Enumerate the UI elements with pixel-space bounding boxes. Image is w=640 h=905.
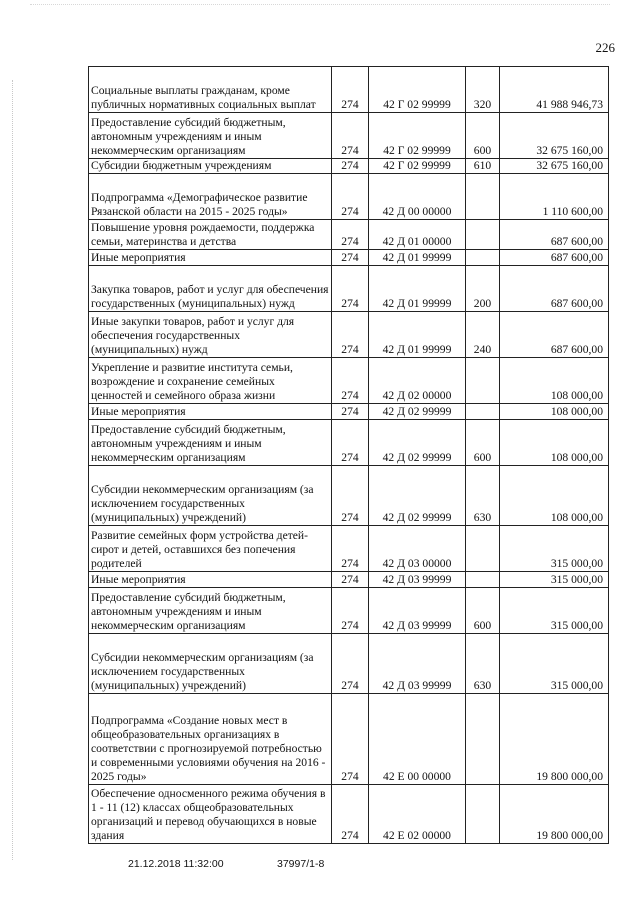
table-cell-grbs: 274 bbox=[332, 67, 369, 113]
table-cell-expense-type: 600 bbox=[466, 113, 500, 159]
table-cell-grbs: 274 bbox=[332, 588, 369, 634]
scan-artifact-top bbox=[30, 4, 610, 5]
budget-table bbox=[88, 66, 609, 844]
table-cell-amount: 315 000,00 bbox=[500, 634, 609, 694]
table-cell-amount: 1 110 600,00 bbox=[500, 174, 609, 220]
scan-artifact-margin bbox=[12, 80, 13, 860]
table-cell-target-article: 42 Д 03 00000 bbox=[369, 526, 466, 572]
table-cell-name: Иные мероприятия bbox=[89, 250, 332, 266]
table-cell-amount: 687 600,00 bbox=[500, 250, 609, 266]
table-cell-grbs: 274 bbox=[332, 634, 369, 694]
table-cell-name: Иные мероприятия bbox=[89, 404, 332, 420]
budget-table-body bbox=[89, 67, 609, 844]
table-cell-grbs: 274 bbox=[332, 159, 369, 174]
table-cell-expense-type: 320 bbox=[466, 67, 500, 113]
table-cell-amount: 687 600,00 bbox=[500, 220, 609, 250]
table-cell-amount: 108 000,00 bbox=[500, 466, 609, 526]
table-cell-name: Предоставление субсидий бюджетным, автономным учреждениям и иным некоммерческим организациям bbox=[89, 588, 332, 634]
table-cell-grbs: 274 bbox=[332, 572, 369, 588]
table-cell-name: Субсидии некоммерческим организациям (за исключением государственных (муниципальных) учреждений) bbox=[89, 466, 332, 526]
table-cell-amount: 108 000,00 bbox=[500, 420, 609, 466]
table-cell-amount: 315 000,00 bbox=[500, 572, 609, 588]
table-cell-target-article: 42 Г 02 99999 bbox=[369, 159, 466, 174]
page-number: 226 bbox=[595, 40, 615, 55]
table-cell-name: Предоставление субсидий бюджетным, автономным учреждениям и иным некоммерческим организациям bbox=[89, 113, 332, 159]
table-row bbox=[89, 220, 609, 250]
table-row bbox=[89, 358, 609, 404]
table-row bbox=[89, 67, 609, 113]
table-row bbox=[89, 466, 609, 526]
table-cell-name: Субсидии некоммерческим организациям (за исключением государственных (муниципальных) учреждений) bbox=[89, 634, 332, 694]
table-cell-grbs: 274 bbox=[332, 312, 369, 358]
table-cell-grbs: 274 bbox=[332, 466, 369, 526]
table-cell-expense-type: 200 bbox=[466, 266, 500, 312]
table-cell-target-article: 42 Е 02 00000 bbox=[369, 785, 466, 844]
table-cell-target-article: 42 Г 02 99999 bbox=[369, 113, 466, 159]
table-cell-expense-type bbox=[466, 220, 500, 250]
table-cell-grbs: 274 bbox=[332, 420, 369, 466]
table-cell-grbs: 274 bbox=[332, 220, 369, 250]
table-cell-expense-type bbox=[466, 174, 500, 220]
table-row bbox=[89, 266, 609, 312]
table-row bbox=[89, 634, 609, 694]
table-cell-grbs: 274 bbox=[332, 785, 369, 844]
table-cell-amount: 315 000,00 bbox=[500, 526, 609, 572]
table-cell-amount: 19 800 000,00 bbox=[500, 694, 609, 785]
table-cell-target-article: 42 Д 02 00000 bbox=[369, 358, 466, 404]
table-cell-target-article: 42 Д 03 99999 bbox=[369, 588, 466, 634]
table-cell-name: Подпрограмма «Создание новых мест в общеобразовательных организациях в соответствии с прогнозируемой потребностью и современными условиями обучения на 2016 - 2025 годы» bbox=[89, 694, 332, 785]
table-row bbox=[89, 159, 609, 174]
table-row bbox=[89, 250, 609, 266]
table-cell-expense-type bbox=[466, 572, 500, 588]
table-row bbox=[89, 785, 609, 844]
table-cell-expense-type: 630 bbox=[466, 634, 500, 694]
table-row bbox=[89, 113, 609, 159]
table-cell-amount: 315 000,00 bbox=[500, 588, 609, 634]
table-cell-name: Социальные выплаты гражданам, кроме публичных нормативных социальных выплат bbox=[89, 67, 332, 113]
table-cell-target-article: 42 Д 03 99999 bbox=[369, 572, 466, 588]
table-cell-amount: 108 000,00 bbox=[500, 404, 609, 420]
table-row bbox=[89, 588, 609, 634]
table-cell-name: Закупка товаров, работ и услуг для обеспечения государственных (муниципальных) нужд bbox=[89, 266, 332, 312]
table-cell-target-article: 42 Д 02 99999 bbox=[369, 404, 466, 420]
table-cell-amount: 108 000,00 bbox=[500, 358, 609, 404]
table-row bbox=[89, 420, 609, 466]
table-cell-grbs: 274 bbox=[332, 526, 369, 572]
footer-doc-number: 37997/1-8 bbox=[277, 858, 325, 870]
table-cell-grbs: 274 bbox=[332, 174, 369, 220]
table-cell-expense-type: 600 bbox=[466, 588, 500, 634]
table-cell-target-article: 42 Д 01 99999 bbox=[369, 250, 466, 266]
table-cell-target-article: 42 Д 02 99999 bbox=[369, 466, 466, 526]
table-cell-grbs: 274 bbox=[332, 404, 369, 420]
table-cell-name: Обеспечение односменного режима обучения в 1 - 11 (12) классах общеобразовательных организаций и перевод обучающихся в новые здания bbox=[89, 785, 332, 844]
table-row bbox=[89, 694, 609, 785]
footer-datetime: 21.12.2018 11:32:00 bbox=[128, 858, 224, 870]
table-cell-name: Подпрограмма «Демографическое развитие Рязанской области на 2015 - 2025 годы» bbox=[89, 174, 332, 220]
table-cell-grbs: 274 bbox=[332, 113, 369, 159]
table-cell-expense-type: 610 bbox=[466, 159, 500, 174]
table-cell-name: Укрепление и развитие института семьи, возрождение и сохранение семейных ценностей и семейного образа жизни bbox=[89, 358, 332, 404]
table-cell-amount: 32 675 160,00 bbox=[500, 113, 609, 159]
table-row bbox=[89, 174, 609, 220]
table-cell-expense-type: 630 bbox=[466, 466, 500, 526]
table-row bbox=[89, 404, 609, 420]
table-cell-amount: 687 600,00 bbox=[500, 266, 609, 312]
table-cell-expense-type bbox=[466, 358, 500, 404]
table-cell-target-article: 42 Д 01 99999 bbox=[369, 312, 466, 358]
table-cell-grbs: 274 bbox=[332, 250, 369, 266]
table-cell-expense-type bbox=[466, 694, 500, 785]
table-cell-amount: 687 600,00 bbox=[500, 312, 609, 358]
table-row bbox=[89, 312, 609, 358]
table-cell-target-article: 42 Д 03 99999 bbox=[369, 634, 466, 694]
table-cell-target-article: 42 Д 01 00000 bbox=[369, 220, 466, 250]
table-cell-expense-type: 240 bbox=[466, 312, 500, 358]
table-cell-expense-type bbox=[466, 404, 500, 420]
table-cell-amount: 19 800 000,00 bbox=[500, 785, 609, 844]
table-cell-expense-type bbox=[466, 250, 500, 266]
table-row bbox=[89, 572, 609, 588]
table-cell-grbs: 274 bbox=[332, 266, 369, 312]
table-cell-target-article: 42 Д 00 00000 bbox=[369, 174, 466, 220]
table-cell-target-article: 42 Е 00 00000 bbox=[369, 694, 466, 785]
table-cell-name: Повышение уровня рождаемости, поддержка семьи, материнства и детства bbox=[89, 220, 332, 250]
table-cell-name: Развитие семейных форм устройства детей-сирот и детей, оставшихся без попечения родителей bbox=[89, 526, 332, 572]
table-cell-grbs: 274 bbox=[332, 358, 369, 404]
table-cell-name: Иные мероприятия bbox=[89, 572, 332, 588]
table-cell-expense-type: 600 bbox=[466, 420, 500, 466]
table-cell-expense-type bbox=[466, 526, 500, 572]
table-cell-name: Иные закупки товаров, работ и услуг для обеспечения государственных (муниципальных) нужд bbox=[89, 312, 332, 358]
table-cell-grbs: 274 bbox=[332, 694, 369, 785]
table-cell-target-article: 42 Д 02 99999 bbox=[369, 420, 466, 466]
table-cell-amount: 41 988 946,73 bbox=[500, 67, 609, 113]
table-cell-name: Предоставление субсидий бюджетным, автономным учреждениям и иным некоммерческим организациям bbox=[89, 420, 332, 466]
table-cell-target-article: 42 Г 02 99999 bbox=[369, 67, 466, 113]
table-cell-target-article: 42 Д 01 99999 bbox=[369, 266, 466, 312]
table-cell-name: Субсидии бюджетным учреждениям bbox=[89, 159, 332, 174]
table-row bbox=[89, 526, 609, 572]
table-cell-expense-type bbox=[466, 785, 500, 844]
table-cell-amount: 32 675 160,00 bbox=[500, 159, 609, 174]
